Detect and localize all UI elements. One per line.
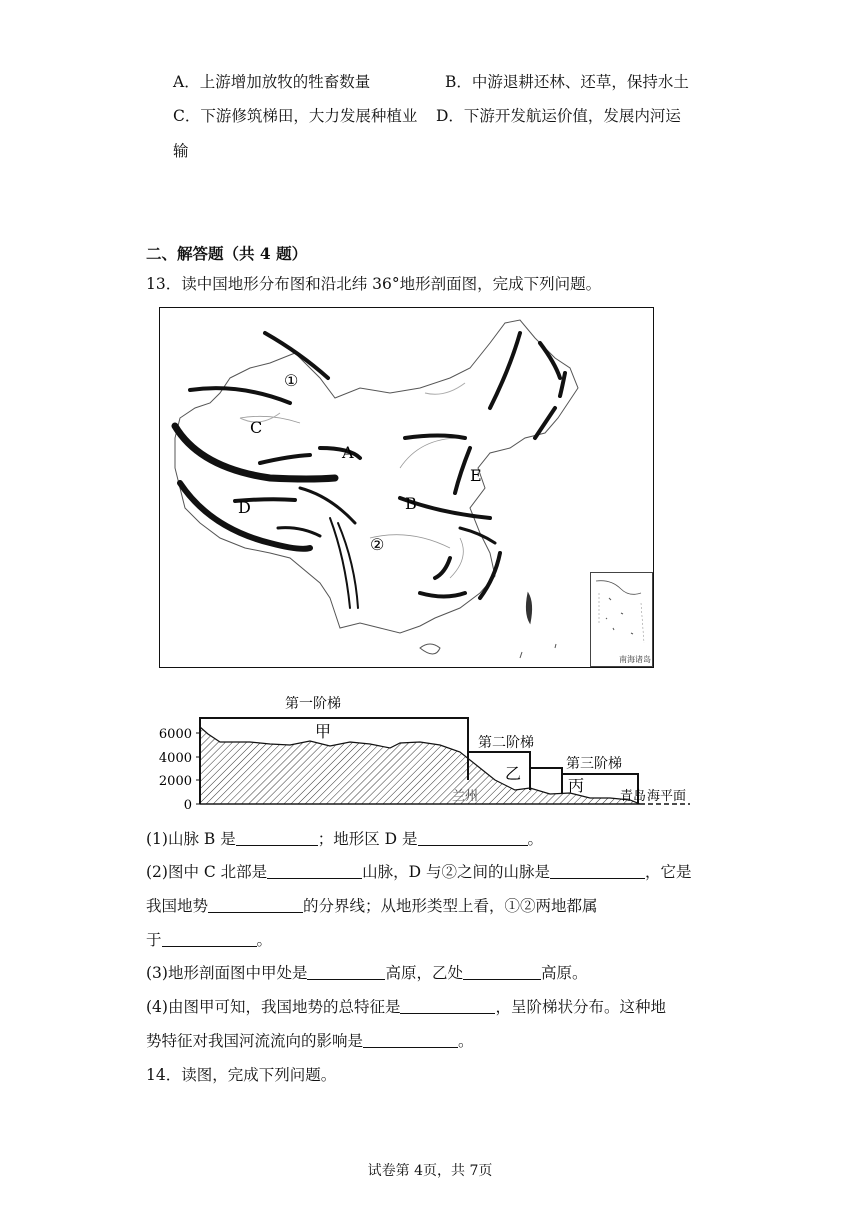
p4-text-a: (4)由图甲可知，我国地势的总特征是 xyxy=(146,998,401,1016)
p3-text-b: 高原，乙处 xyxy=(385,964,463,982)
place-lanzhou: 兰州 xyxy=(452,789,479,804)
south-china-sea-inset xyxy=(590,572,653,667)
q13-part-2-line-2 xyxy=(146,896,598,916)
inset-drawing xyxy=(591,573,652,666)
label-d: D xyxy=(238,498,251,517)
q14-stem: 14．读图，完成下列问题。 xyxy=(146,1066,337,1084)
taiwan-island xyxy=(526,593,531,623)
p2-text-f: 于 xyxy=(146,931,162,949)
p2-text-g: 。 xyxy=(256,931,273,949)
region-jia: 甲 xyxy=(315,722,332,741)
blank-c-north-mountain[interactable] xyxy=(267,862,362,879)
p2-text-d: 我国地势 xyxy=(146,897,209,915)
terrain-profile xyxy=(150,690,710,812)
blank-plateau-jia[interactable] xyxy=(307,963,385,980)
y-tick-0: 0 xyxy=(183,798,192,812)
blank-plateau-yi[interactable] xyxy=(463,963,541,980)
step-third-label: 第三阶梯 xyxy=(566,756,622,772)
p4-text-c: 势特征对我国河流流向的影响是 xyxy=(146,1032,364,1050)
map-drawing xyxy=(160,308,655,669)
p2-text-e: 的分界线；从地形类型上看，①②两地都属 xyxy=(303,897,598,915)
option-d: D．下游开发航运价值，发展内河运 xyxy=(436,107,681,125)
blank-river-direction[interactable] xyxy=(363,1031,458,1048)
inset-label: 南海诸岛 xyxy=(619,655,651,664)
place-sea-level: 海平面 xyxy=(647,789,687,804)
p3-text-a: (3)地形剖面图中甲处是 xyxy=(146,964,308,982)
option-a: A．上游增加放牧的牲畜数量 xyxy=(173,73,371,91)
p2-text-a: (2)图中 C 北部是 xyxy=(146,863,268,881)
step-first-label: 第一阶梯 xyxy=(285,696,341,712)
region-yi: 乙 xyxy=(505,764,522,783)
p2-text-c: ，它是 xyxy=(645,863,692,881)
region-bing: 丙 xyxy=(568,776,585,795)
q13-part-2-line-1 xyxy=(146,862,692,882)
scattered-islands xyxy=(520,644,556,658)
blank-terrain-type[interactable] xyxy=(162,930,257,947)
page-footer: 试卷第 4页，共 7页 xyxy=(367,1163,493,1179)
option-b: B．中游退耕还林、还草，保持水土 xyxy=(445,73,689,91)
blank-terrain-feature[interactable] xyxy=(400,997,495,1014)
p4-text-b: ，呈阶梯状分布。这种地 xyxy=(495,998,666,1016)
china-outline xyxy=(175,320,578,633)
label-circle-1: ① xyxy=(284,371,299,390)
river xyxy=(240,383,465,422)
blank-mountain-d-2[interactable] xyxy=(550,862,645,879)
q13-part-4-line-1 xyxy=(146,997,666,1017)
section-title: 二、解答题（共 4 题） xyxy=(146,244,308,263)
hainan-island xyxy=(420,644,440,654)
label-e: E xyxy=(470,466,482,485)
q13-stem: 13．读中国地形分布图和沿北纬 36°地形剖面图，完成下列问题。 xyxy=(146,275,602,293)
p2-text-b: 山脉，D 与②之间的山脉是 xyxy=(362,863,551,881)
step-second-label: 第二阶梯 xyxy=(478,735,534,751)
mountain-ranges xyxy=(175,333,565,608)
label-c: C xyxy=(250,418,263,437)
option-c: C．下游修筑梯田，大力发展种植业 xyxy=(173,107,418,125)
label-circle-2: ② xyxy=(370,535,385,554)
y-tick-4000: 4000 xyxy=(158,751,192,766)
place-qingdao: 青岛 xyxy=(620,789,647,804)
y-tick-6000: 6000 xyxy=(158,727,192,742)
p1-text-a: (1)山脉 B 是 xyxy=(146,830,236,848)
p4-text-d: 。 xyxy=(458,1032,474,1050)
p3-text-c: 高原。 xyxy=(540,964,588,982)
p1-text-c: 。 xyxy=(527,830,544,848)
option-d-continuation: 输 xyxy=(173,142,189,160)
label-b: B xyxy=(405,494,417,513)
blank-mountain-b[interactable] xyxy=(236,829,318,846)
china-terrain-map xyxy=(159,307,654,668)
blank-region-d[interactable] xyxy=(418,829,528,846)
q13-part-2-line-3 xyxy=(146,930,272,950)
y-tick-2000: 2000 xyxy=(158,774,192,789)
q13-part-3 xyxy=(146,963,588,983)
q13-part-4-line-2 xyxy=(146,1031,474,1051)
q13-part-1 xyxy=(146,829,543,849)
label-a: A xyxy=(342,443,354,462)
p1-text-b: ；地形区 D 是 xyxy=(317,830,418,848)
blank-terrain-boundary[interactable] xyxy=(208,896,303,913)
